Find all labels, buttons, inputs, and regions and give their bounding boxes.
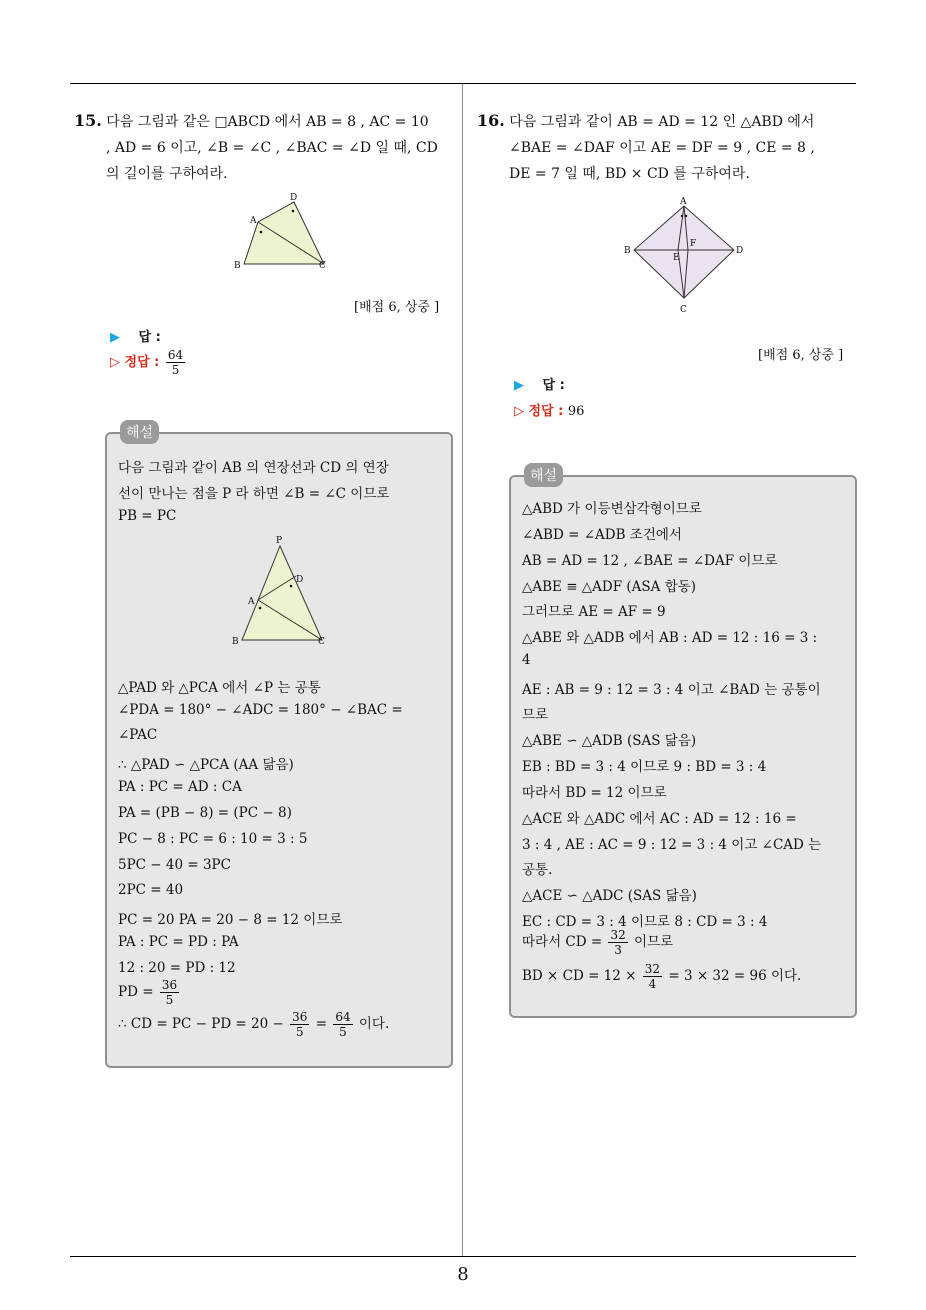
q16-score: [배점 6, 상중 ] bbox=[758, 348, 844, 363]
q15-final-fraction-2: $\frac{64}{5}$ bbox=[335, 1010, 351, 1039]
q15-final-fraction-1: $\frac{36}{5}$ bbox=[292, 1010, 308, 1039]
q15-step: PA : PC = PD : PA bbox=[118, 934, 239, 950]
q16-step: AE : AB = 9 : 12 = 3 : 4 이고 ∠BAD 는 공통이 bbox=[522, 682, 821, 698]
q15-correct-row bbox=[110, 348, 187, 377]
bottom-rule bbox=[70, 1256, 856, 1257]
q16-step: AB = AD = 12 , ∠BAE = ∠DAF 이므로 bbox=[522, 553, 778, 569]
q16-correct-label: 정답 : bbox=[528, 404, 564, 419]
q16-step: EC : CD = 3 : 4 이므로 8 : CD = 3 : 4 bbox=[522, 914, 768, 930]
q15-step: PA : PC = AD : CA bbox=[118, 779, 242, 795]
q15-fig-label-b: B bbox=[234, 261, 241, 271]
q15-step: PC = 20 PA = 20 − 8 = 12 이므로 bbox=[118, 912, 343, 928]
outline-triangle-icon: ▷ bbox=[110, 355, 120, 370]
q15-step: PA = (PB − 8) = (PC − 8) bbox=[118, 805, 292, 821]
q16-solution-tag: 해설 bbox=[524, 463, 563, 487]
q16-number: 16. bbox=[477, 111, 505, 130]
q15-fig2-label-d: D bbox=[296, 575, 304, 585]
q15-step: PC − 8 : PC = 6 : 10 = 3 : 5 bbox=[118, 831, 308, 847]
q16-step: △ABE ∽ △ADB (SAS 닮음) bbox=[522, 733, 697, 749]
q15-answer-label: 답 : bbox=[138, 330, 161, 345]
q16-step: 그러므로 AE = AF = 9 bbox=[522, 604, 666, 620]
q16-step: △ACE ∽ △ADC (SAS 닮음) bbox=[522, 888, 697, 904]
q16-step: 3 : 4 , AE : AC = 9 : 12 = 3 : 4 이고 ∠CAD 는 bbox=[522, 837, 822, 853]
q16-fig-label-f: F bbox=[690, 239, 697, 249]
q15-number: 15. bbox=[74, 111, 102, 130]
q16-step: 따라서 BD = 12 이므로 bbox=[522, 785, 667, 801]
q15-text-line2: , AD = 6 이고, ∠B = ∠C , ∠BAC = ∠D 일 때, CD bbox=[106, 140, 438, 156]
q16-text bbox=[477, 108, 862, 187]
q16-text-line1: 다음 그림과 같이 AB = AD = 12 인 △ABD 에서 bbox=[509, 114, 815, 130]
q15-solution-figure bbox=[228, 534, 338, 650]
q16-fig-label-e: E bbox=[673, 253, 680, 263]
outline-triangle-icon: ▷ bbox=[514, 404, 524, 419]
q15-step: △PAD 와 △PCA 에서 ∠P 는 공통 bbox=[118, 680, 321, 696]
q15-fig-label-c: C bbox=[319, 261, 326, 271]
q16-fig-label-c: C bbox=[680, 305, 687, 315]
q15-final-line: ∴ CD = PC − PD = 20 − $\frac{36}{5}$ = $\frac{64}{5}$ 이다. bbox=[118, 1010, 390, 1039]
q15-fig2-label-a: A bbox=[248, 597, 255, 607]
q15-sol-intro-3: PB = PC bbox=[118, 508, 177, 524]
q15-correct-label: 정답 : bbox=[124, 355, 160, 370]
q15-pd-line: PD = $\frac{36}{5}$ bbox=[118, 978, 178, 1007]
q15-text bbox=[74, 108, 459, 187]
q15-fig2-label-c: C bbox=[318, 637, 325, 647]
q16-figure bbox=[622, 194, 746, 316]
q15-step: 2PC = 40 bbox=[118, 882, 184, 898]
q15-pd-fraction: $\frac{36}{5}$ bbox=[161, 978, 178, 1007]
q16-answer-row bbox=[514, 374, 565, 393]
q16-cd-line: 따라서 CD = $\frac{32}{3}$ 이므로 bbox=[522, 928, 674, 957]
q15-answer-row bbox=[110, 326, 161, 345]
q15-correct-fraction: $\frac{64}{5}$ bbox=[167, 348, 184, 377]
q15-sol-intro-1: 다음 그림과 같이 AB 의 연장선과 CD 의 연장 bbox=[118, 460, 389, 476]
q15-fig2-label-b: B bbox=[232, 637, 239, 647]
q15-step: 12 : 20 = PD : 12 bbox=[118, 960, 236, 976]
q16-cd-fraction: $\frac{32}{3}$ bbox=[610, 928, 626, 957]
q16-step: △ABE 와 △ADB 에서 AB : AD = 12 : 16 = 3 : bbox=[522, 630, 818, 646]
q16-text-line3: DE = 7 일 때, BD × CD 를 구하여라. bbox=[509, 166, 750, 182]
q16-step: EB : BD = 3 : 4 이므로 9 : BD = 3 : 4 bbox=[522, 759, 767, 775]
q15-step: ∴ △PAD ∽ △PCA (AA 닮음) bbox=[118, 757, 294, 773]
page-number: 8 bbox=[457, 1264, 469, 1285]
q16-final-line: BD × CD = 12 × $\frac{32}{4}$ = 3 × 32 = 96 이다. bbox=[522, 962, 802, 991]
q16-text-line2: ∠BAE = ∠DAF 이고 AE = DF = 9 , CE = 8 , bbox=[509, 140, 815, 156]
q15-sol-intro-2: 선이 만나는 점을 P 라 하면 ∠B = ∠C 이므로 bbox=[118, 486, 390, 502]
q16-step: ∠ABD = ∠ADB 조건에서 bbox=[522, 527, 682, 543]
q16-fig-label-d: D bbox=[736, 246, 744, 256]
q16-fig-label-b: B bbox=[624, 246, 631, 256]
q16-correct-value: 96 bbox=[567, 404, 585, 419]
q15-text-line3: 의 길이를 구하여라. bbox=[106, 166, 228, 182]
q15-fig-label-a: A bbox=[250, 216, 257, 226]
play-icon: ▶ bbox=[514, 378, 524, 393]
q16-step: △ACE 와 △ADC 에서 AC : AD = 12 : 16 = bbox=[522, 811, 797, 827]
q15-fig-label-d: D bbox=[290, 193, 298, 203]
q15-fig2-label-p: P bbox=[276, 536, 283, 546]
q16-step: 므로 bbox=[522, 707, 549, 723]
q15-step: ∠PDA = 180° − ∠ADC = 180° − ∠BAC = bbox=[118, 702, 403, 718]
play-icon: ▶ bbox=[110, 330, 120, 345]
question-16 bbox=[477, 108, 862, 187]
q16-step: 4 bbox=[522, 652, 531, 668]
q15-text-line1: 다음 그림과 같은 □ABCD 에서 AB = 8 , AC = 10 bbox=[106, 114, 429, 130]
q16-answer-label: 답 : bbox=[542, 378, 565, 393]
top-rule bbox=[70, 83, 856, 84]
q16-final-fraction: $\frac{32}{4}$ bbox=[644, 962, 661, 991]
column-divider bbox=[462, 84, 463, 1256]
q16-step: 공통. bbox=[522, 862, 553, 878]
q15-figure bbox=[230, 190, 340, 272]
q15-score: [배점 6, 상중 ] bbox=[354, 300, 440, 315]
q16-step: △ABE ≡ △ADF (ASA 합동) bbox=[522, 579, 697, 595]
q16-correct-row bbox=[514, 400, 584, 419]
q15-step: 5PC − 40 = 3PC bbox=[118, 857, 231, 873]
q16-step: △ABD 가 이등변삼각형이므로 bbox=[522, 501, 702, 517]
q15-solution-tag: 해설 bbox=[120, 420, 159, 444]
question-15 bbox=[74, 108, 459, 187]
q15-step: ∠PAC bbox=[118, 727, 158, 743]
q16-fig-label-a: A bbox=[680, 197, 687, 207]
